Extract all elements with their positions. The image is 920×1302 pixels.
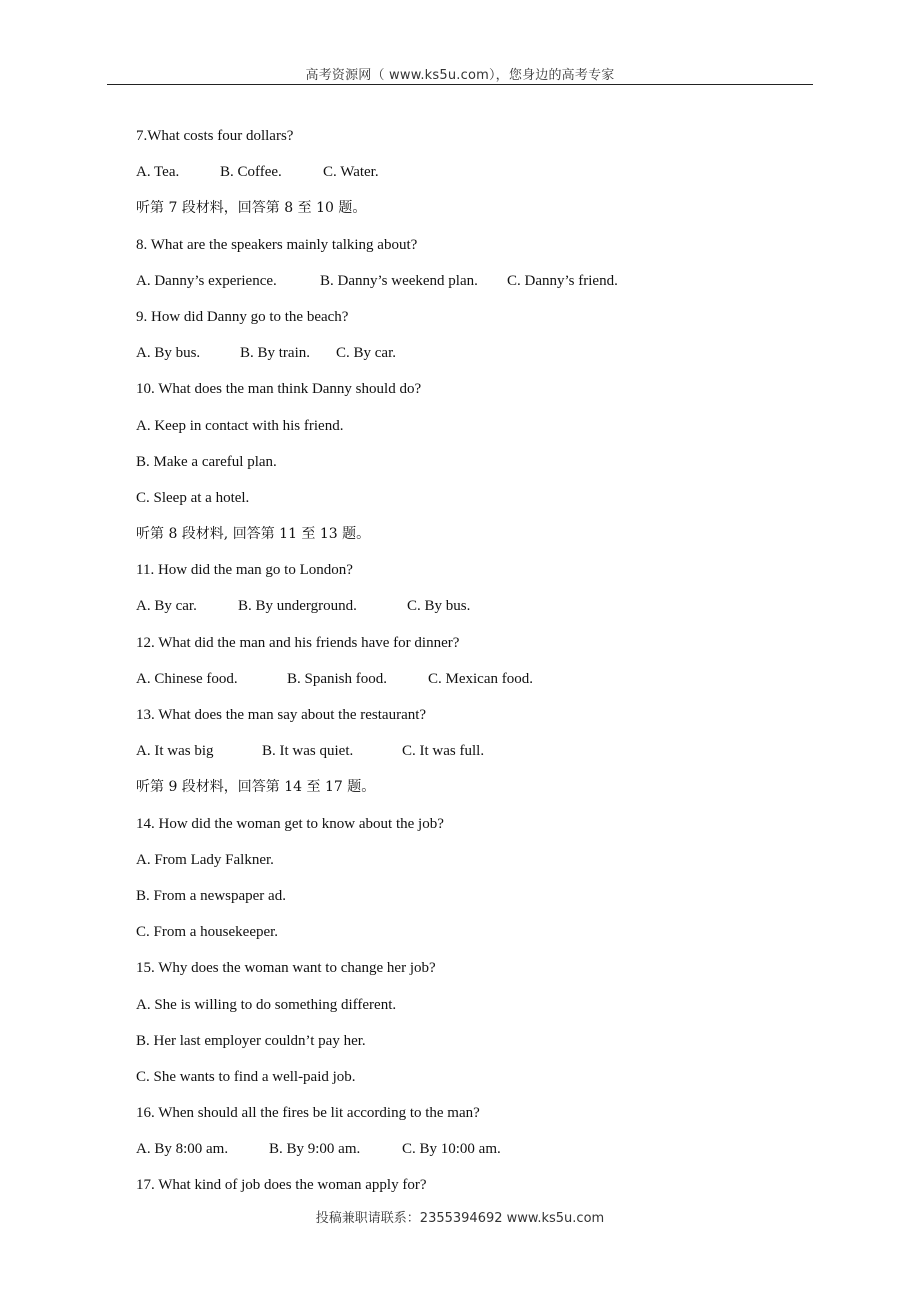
option-13a: A. It was big <box>136 743 214 760</box>
option-11c: C. By bus. <box>407 598 471 615</box>
question-10: 10. What does the man think Danny should do? <box>136 381 422 398</box>
option-7c: C. Water. <box>323 164 379 181</box>
question-7-options <box>136 154 816 190</box>
question-11: 11. How did the man go to London? <box>136 562 353 579</box>
option-12a: A. Chinese food. <box>136 670 238 687</box>
option-12b: B. Spanish food. <box>287 670 388 687</box>
option-13b: B. It was quiet. <box>262 743 354 760</box>
option-9b: B. By train. <box>240 345 310 362</box>
option-15c: C. She wants to find a well-paid job. <box>136 1068 356 1085</box>
question-9: 9. How did Danny go to the beach? <box>136 308 349 325</box>
option-16a: A. By 8:00 am. <box>136 1141 229 1158</box>
question-12-options <box>136 661 816 697</box>
option-14b: B. From a newspaper ad. <box>136 887 286 904</box>
question-16-options <box>136 1131 816 1167</box>
option-10c: C. Sleep at a hotel. <box>136 489 250 506</box>
option-16b: B. By 9:00 am. <box>269 1141 361 1158</box>
question-9-options <box>136 335 816 371</box>
option-10a: A. Keep in contact with his friend. <box>136 417 344 434</box>
option-7a: A. Tea. <box>136 164 180 181</box>
question-8-options <box>136 263 816 299</box>
question-14: 14. How did the woman get to know about the job? <box>136 815 444 832</box>
option-8a: A. Danny’s experience. <box>136 272 277 289</box>
page-footer: 投稿兼职请联系：2355394692 www.ks5u.com <box>315 1211 605 1226</box>
header-divider <box>107 84 813 85</box>
option-16c: C. By 10:00 am. <box>402 1141 501 1158</box>
question-13: 13. What does the man say about the restaurant? <box>136 707 427 723</box>
question-12: 12. What did the man and his friends have for dinner? <box>136 634 460 651</box>
section-7-instruction: 听第 7 段材料，回答第 8 至 10 题。 <box>136 200 367 217</box>
question-8: 8. What are the speakers mainly talking about? <box>136 236 418 253</box>
exam-content <box>136 118 816 1204</box>
option-8c: C. Danny’s friend. <box>507 272 618 289</box>
option-15a: A. She is willing to do something different. <box>136 996 397 1013</box>
section-9-instruction: 听第 9 段材料，回答第 14 至 17 题。 <box>136 779 376 796</box>
option-12c: C. Mexican food. <box>428 670 533 687</box>
question-17: 17. What kind of job does the woman apply for? <box>136 1177 427 1194</box>
section-8-instruction: 听第 8 段材料, 回答第 11 至 13 题。 <box>136 526 371 543</box>
question-15: 15. Why does the woman want to change her job? <box>136 960 436 977</box>
option-9a: A. By bus. <box>136 345 201 362</box>
option-7b: B. Coffee. <box>220 164 282 181</box>
option-8b: B. Danny’s weekend plan. <box>320 272 478 289</box>
option-11b: B. By underground. <box>238 598 357 615</box>
option-15b: B. Her last employer couldn’t pay her. <box>136 1032 366 1049</box>
page-header: 高考资源网（ www.ks5u.com），您身边的高考专家 <box>305 68 615 83</box>
option-10b: B. Make a careful plan. <box>136 453 277 470</box>
question-16: 16. When should all the fires be lit according to the man? <box>136 1105 480 1122</box>
option-14c: C. From a housekeeper. <box>136 924 279 941</box>
question-11-options <box>136 588 816 624</box>
question-13-options <box>136 733 816 769</box>
option-14a: A. From Lady Falkner. <box>136 851 274 868</box>
option-9c: C. By car. <box>336 345 396 362</box>
option-11a: A. By car. <box>136 598 197 615</box>
option-13c: C. It was full. <box>402 743 485 760</box>
question-7: 7.What costs four dollars? <box>136 128 294 144</box>
